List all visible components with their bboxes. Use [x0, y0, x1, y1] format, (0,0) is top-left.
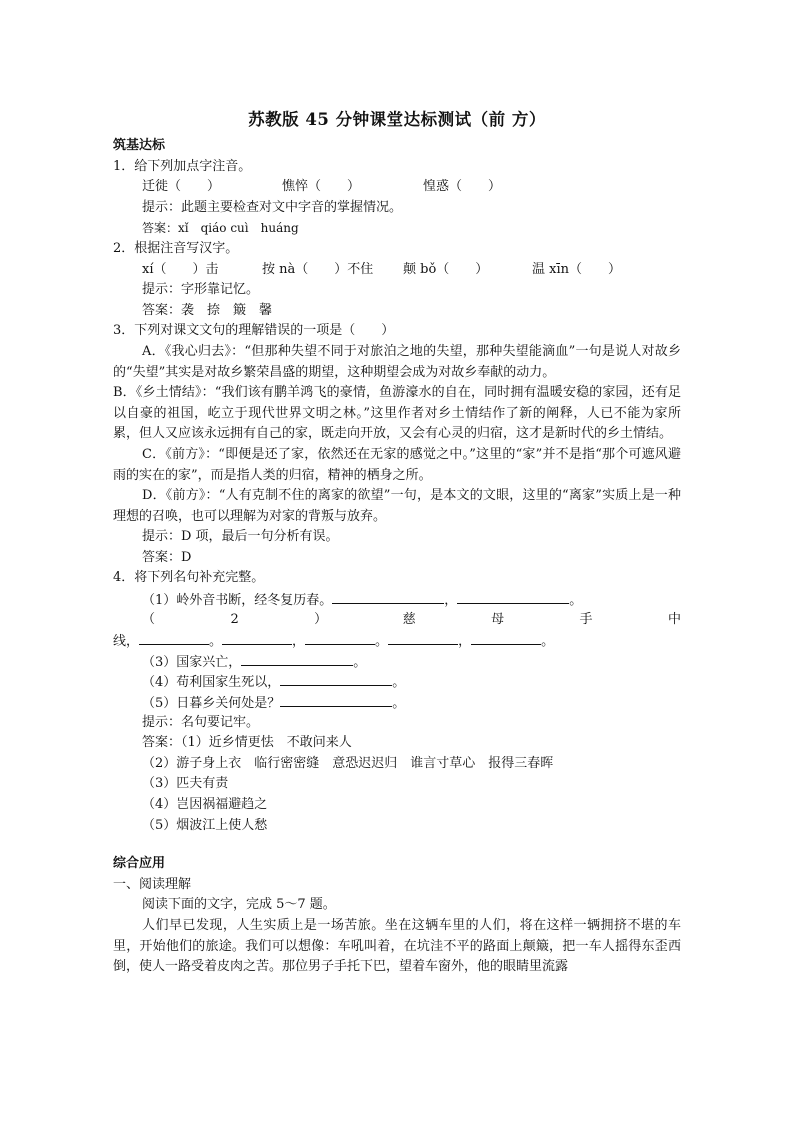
q4-line-1: （1）岭外音书断，经冬复历春。 ， 。	[113, 589, 681, 610]
q4-line-5-text: （5）日暮乡关何处是？	[142, 696, 281, 712]
fill-blank	[241, 651, 353, 666]
fill-blank	[457, 589, 569, 604]
q4-token: （	[142, 611, 156, 627]
question-4-answer-4: （4）岂因祸福避趋之	[142, 797, 268, 812]
fill-blank	[139, 630, 209, 645]
question-1-hint: 提示：此题主要检查对文中字音的掌握情况。	[142, 199, 403, 215]
q4-line-2-tail: 线，	[113, 634, 140, 650]
fill-blank	[305, 630, 375, 645]
reading-intro: 阅读下面的文字，完成 5～7 题。	[142, 897, 336, 913]
q1-item: 迁徙（ ）	[142, 179, 221, 195]
option-b: B．《乡土情结》：“我们该有鹏羊鸿飞的豪情，鱼游濠水的自在，同时拥有温暖安稳的家园，还有足以自豪的祖国，屹立于现代世界文明之林。”这里作者对乡土情结作了新的阐释，人已不能为家所累，但人又应该永远拥有自己的家，既走向开放，又会有心灵的归宿，这才是新时代的乡土情结。	[113, 385, 681, 442]
q4-line-3: （3）国家兴亡， 。	[113, 651, 681, 672]
question-4-answer-2: （2）游子身上衣 临行密密缝 意恐迟迟归 谁言寸草心 报得三春晖	[142, 755, 554, 771]
question-4-hint: 提示：名句要记牢。	[142, 714, 260, 730]
fill-blank	[471, 630, 541, 645]
question-3-hint: 提示：D 项，最后一句分析有误。	[142, 529, 339, 545]
q4-token: 手	[579, 611, 593, 627]
question-3-answer: 答案：D	[142, 549, 192, 565]
question-1-items	[113, 177, 681, 198]
fill-blank	[280, 692, 392, 707]
q2-stem-text: 2．根据注音写汉字。	[113, 240, 239, 256]
section-heading: 筑基达标	[113, 138, 166, 153]
q2-item: 温 xīn（ ）	[532, 261, 621, 277]
question-4-answer-1: 答案：（1）近乡情更怯 不敢问来人	[142, 735, 352, 751]
option-a: A．《我心归去》：“但那种失望不同于对旅泊之地的失望，那种失望能滴血”一句是说人对故乡的“失望”其实是对故乡繁荣昌盛的期望，这种期望会成为对故乡奉献的动力。	[113, 343, 681, 380]
q4-token: 2	[230, 611, 239, 627]
question-1-stem: 1．给下列加点字注音。	[113, 158, 252, 174]
q4-line-4: （4）苟利国家生死以， 。	[113, 671, 681, 692]
q4-line-2-cont: 线， 。 ， 。 ， 。	[113, 630, 681, 651]
q4-token: 中	[667, 611, 681, 627]
q1-item: 憔悴（ ）	[282, 179, 361, 195]
fill-blank	[332, 589, 444, 604]
question-1-answer: 答案：xǐ qiáo cuì huáng	[142, 221, 299, 236]
question-2-stem	[113, 239, 681, 260]
option-c: C．《前方》：“即便是还了家，依然还在无家的感觉之中。”这里的“家”并不是指“那个可遮风避雨的实在的家”，而是指人类的归宿，精神的栖身之所。	[113, 446, 681, 483]
q4-line-1-text: （1）岭外音书断，经冬复历春。	[142, 593, 333, 609]
q4-line-4-text: （4）苟利国家生死以，	[142, 675, 281, 691]
q4-line-5: （5）日暮乡关何处是？ 。	[113, 692, 681, 713]
q2-item: 按 nà（ ）不住	[262, 261, 374, 277]
reading-passage: 人们早已发现，人生实质上是一场苦旅。坐在这辆车里的人们，将在这样一辆拥挤不堪的车里，开始他们的旅途。我们可以想像：车吼叫着，在坑洼不平的路面上颠簸，把一车人摇得东歪西倒，使人一路受着皮肉之苦。那位男子手托下巴，望着车窗外，他的眼睛里流露	[113, 917, 681, 975]
question-3-stem: 3．下列对课文文句的理解错误的一项是（ ）	[113, 323, 395, 339]
option-d: D．《前方》：“人有克制不住的离家的欲望”一句，是本文的文眼，这里的“离家”实质上是一种理想的召唤，也可以理解为对家的背叛与放弃。	[113, 488, 681, 524]
q4-line-2	[113, 610, 681, 631]
question-2-hint: 提示：字形靠记忆。	[142, 282, 260, 298]
question-4-answer-5: （5）烟波江上使人愁	[142, 817, 268, 833]
sub-heading: 一、阅读理解	[113, 876, 192, 892]
q4-line-3-text: （3）国家兴亡，	[142, 654, 242, 670]
question-4-answer-3: （3）匹夫有责	[142, 776, 229, 792]
fill-blank	[280, 671, 392, 686]
q4-token: ）	[314, 611, 328, 627]
q4-token: 慈	[402, 611, 416, 627]
q1-item: 惶惑（ ）	[423, 179, 502, 195]
q4-token: 母	[491, 611, 505, 627]
document-body	[113, 136, 681, 978]
q2-item: xí（ ）击	[142, 261, 219, 277]
question-2-items	[113, 260, 681, 281]
fill-blank	[222, 630, 292, 645]
section-heading: 综合应用	[113, 856, 166, 872]
fill-blank	[388, 630, 458, 645]
question-2-answer: 答案：袭 捺 簸 馨	[142, 302, 273, 318]
page-title: 苏教版 45 分钟课堂达标测试（前 方）	[248, 110, 546, 129]
question-4-stem: 4．将下列名句补充完整。	[113, 570, 265, 586]
q2-item: 颠 bǒ（ ）	[403, 261, 489, 277]
